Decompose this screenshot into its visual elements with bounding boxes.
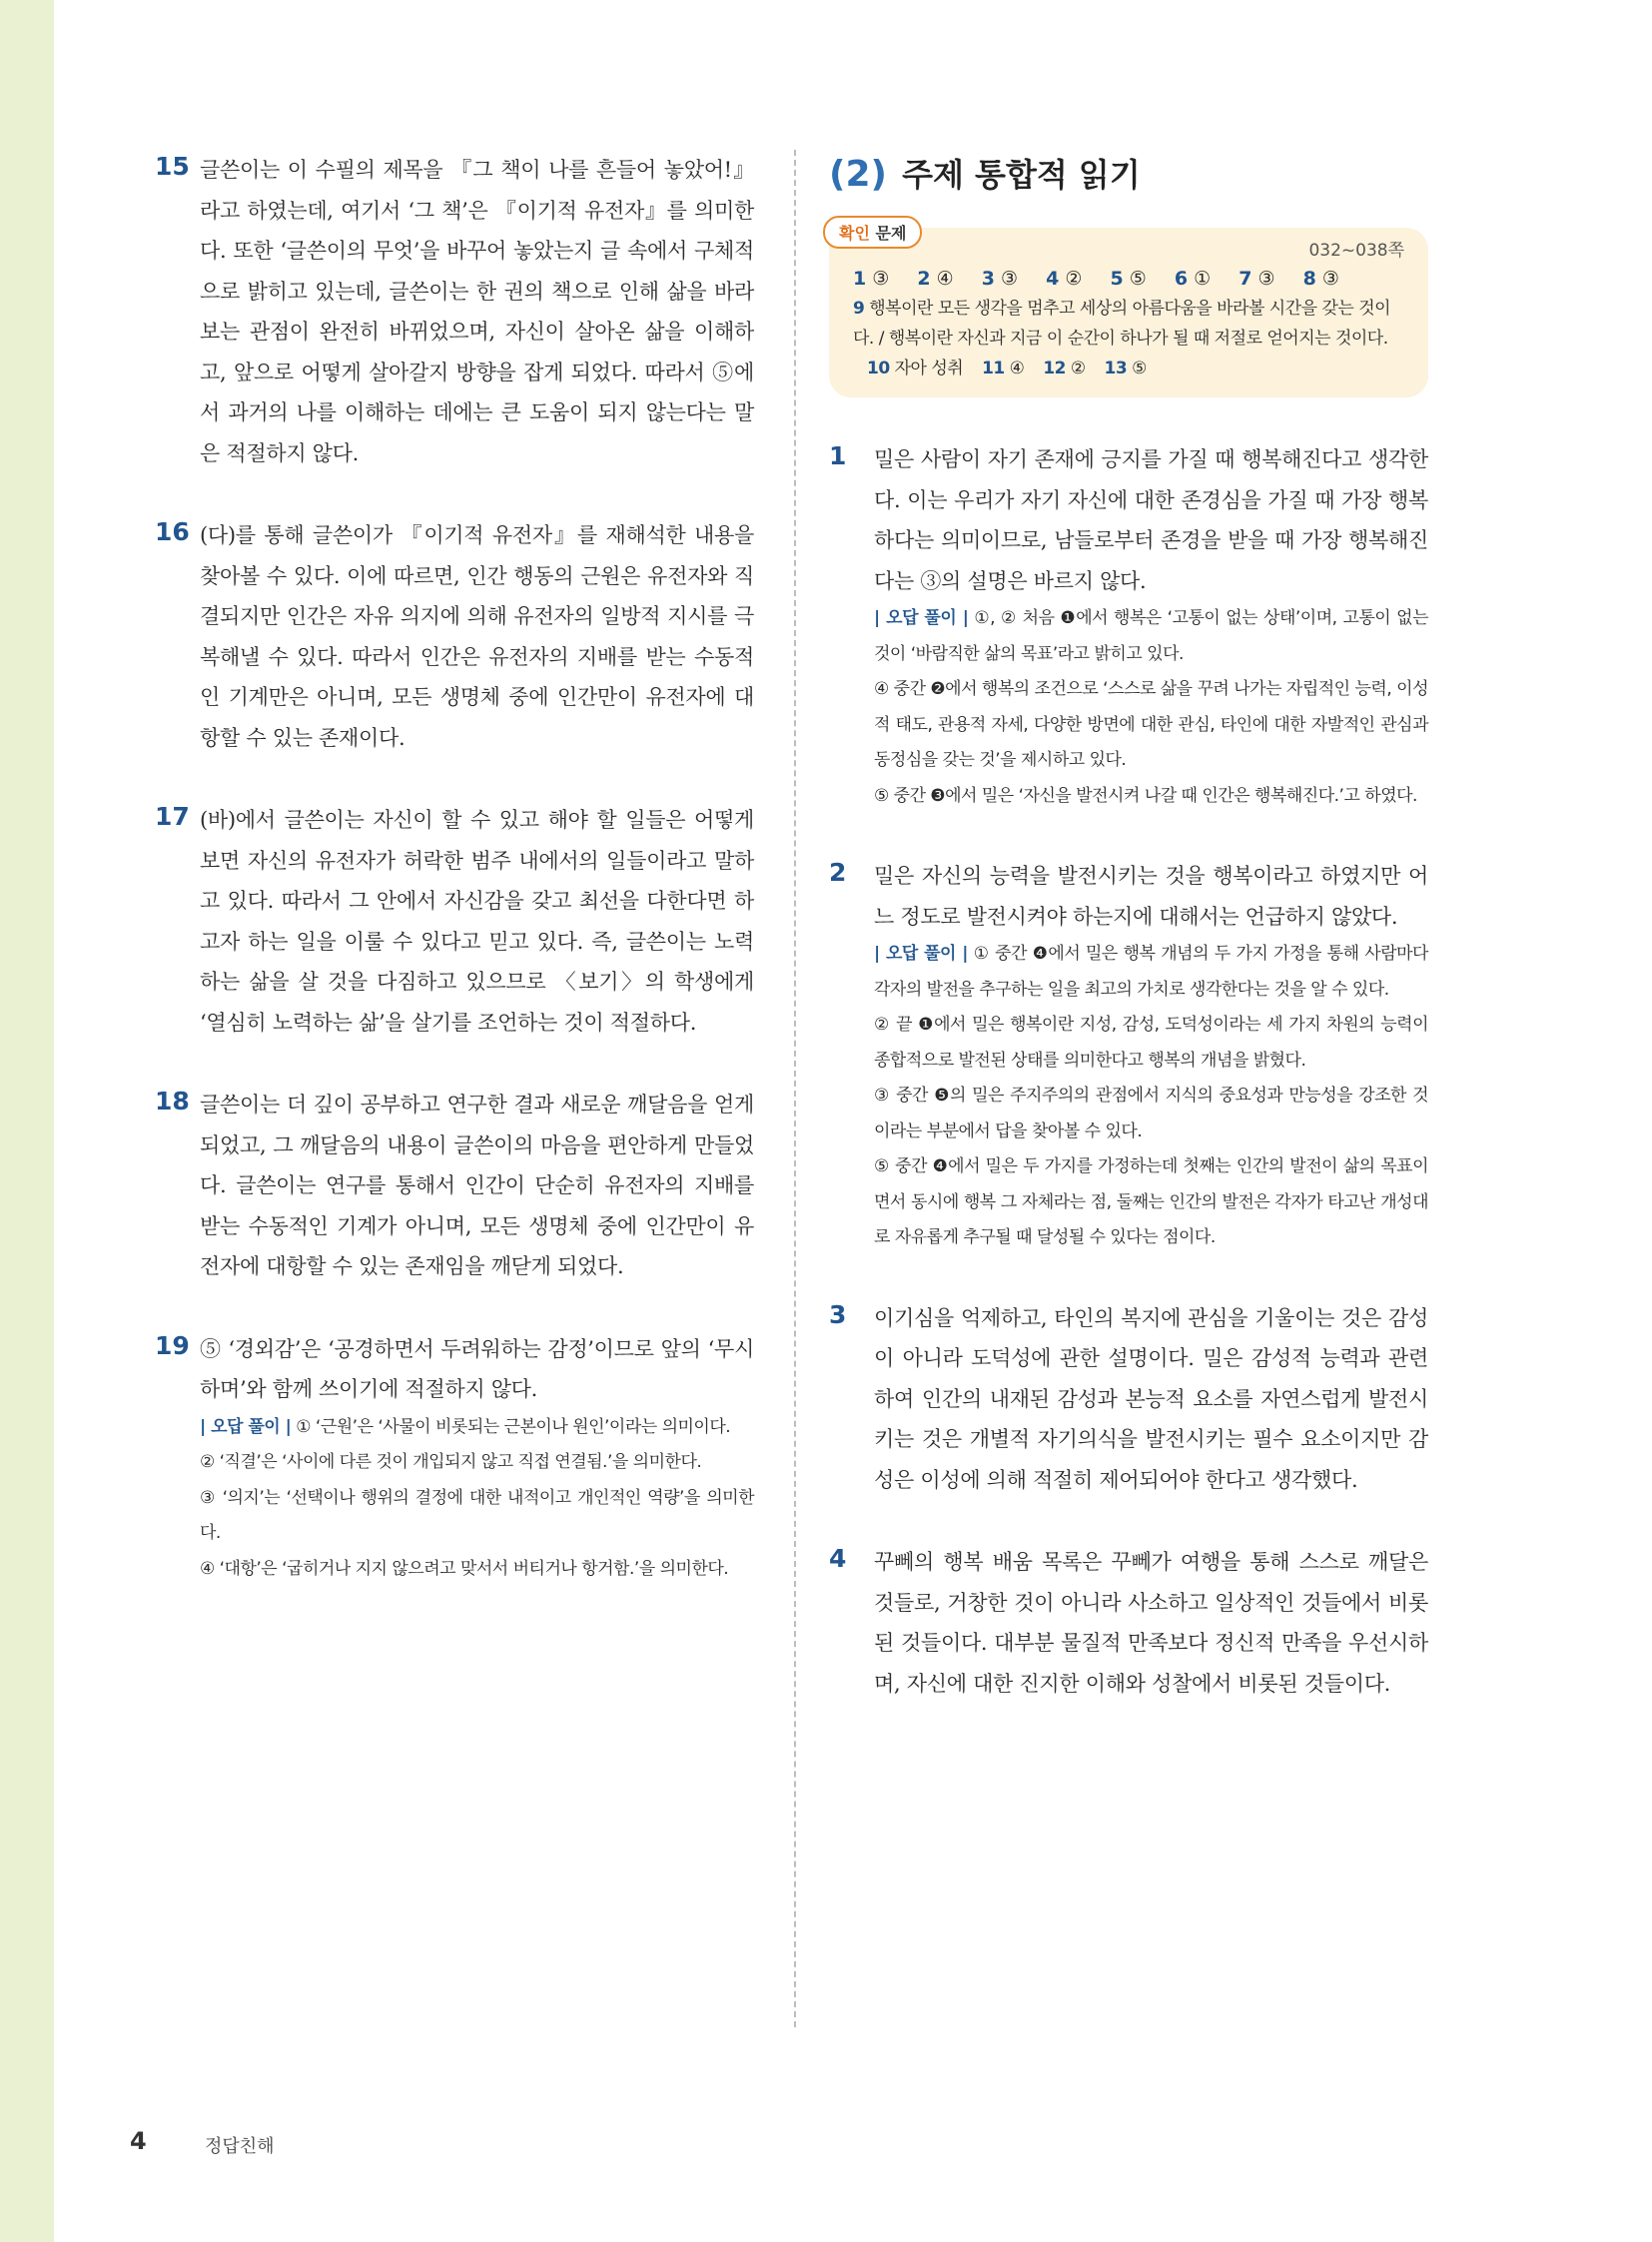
answer-item <box>1303 268 1339 290</box>
answer-item <box>1111 268 1147 290</box>
left-column <box>155 150 754 1587</box>
answer-2 <box>829 856 1428 1256</box>
section-title <box>829 150 1428 200</box>
answer-17 <box>155 800 754 1043</box>
answer-val: ④ <box>936 268 954 290</box>
answer-val: ③ <box>1001 268 1019 290</box>
answer-val: ⑤ <box>1129 268 1147 290</box>
wrong-answer-note <box>200 1410 754 1446</box>
answer-num: 1 <box>853 268 867 290</box>
answer-num: 5 <box>1110 268 1124 290</box>
answer-15 <box>155 150 754 473</box>
answer-num: 3 <box>981 268 995 290</box>
explanation-text: ⑤ ‘경외감’은 ‘공경하면서 두려워하는 감정’이므로 앞의 ‘무시하며’와 함께 쓰이기에 적절하지 않다. <box>200 1336 754 1401</box>
answer-num: 9 <box>853 299 865 319</box>
side-color-strip <box>0 0 54 2242</box>
answer-val: ④ <box>1009 359 1025 378</box>
note-line: ① ‘근원’은 ‘사물이 비롯되는 근본이나 원인’이라는 의미이다. <box>296 1416 731 1437</box>
explanation-text: 이기심을 억제하고, 타인의 복지에 관심을 기울이는 것은 감성이 아니라 도덕성에 관한 설명이다. 밀은 감성적 능력과 관련하여 인간의 내재된 감성과 본능적 요소를 자연스럽게 발전시키는 것은 개별적 자기의식을 발전시키는 필수 요소이지만 감성은 이성에 의해 적절히 제어되어야 한다고 생각했다. <box>874 1305 1428 1492</box>
answer-item <box>982 268 1018 290</box>
explanation-text: (다)를 통해 글쓴이가 『이기적 유전자』를 재해석한 내용을 찾아볼 수 있다. 이에 따르면, 인간 행동의 근원은 유전자와 직결되지만 인간은 자유 의지에 의해 유전자의 일방적 지시를 극복해낼 수 있다. 따라서 인간은 유전자의 지배를 받는 수동적인 기계만은 아니며, 모든 생명체 중에 인간만이 유전자에 대항할 수 있는 존재이다. <box>200 523 754 750</box>
note-line: ③ ‘의지’는 ‘선택이나 행위의 결정에 대한 내적이고 개인적인 역량’을 의미한다. <box>200 1487 754 1543</box>
question-number: 18 <box>155 1087 190 1116</box>
answer-key-tag <box>823 216 922 249</box>
page-range: 032~038쪽 <box>1308 241 1404 261</box>
answer-item <box>1175 268 1211 290</box>
answer-key-row <box>853 264 1404 294</box>
answer-item <box>1239 268 1274 290</box>
note-line: ② ‘직결’은 ‘사이에 다른 것이 개입되지 않고 직접 연결됨.’을 의미한다. <box>200 1452 702 1472</box>
answer-val: ② <box>1065 268 1083 290</box>
answer-val: ⑤ <box>1132 359 1147 378</box>
answer-val: ③ <box>1257 268 1275 290</box>
question-number: 16 <box>155 517 190 546</box>
note-tag: | 오답 풀이 | <box>200 1416 292 1437</box>
answer-key-box <box>829 224 1428 397</box>
tag-confirm: 확인 <box>839 224 870 243</box>
explanation-text: 꾸뻬의 행복 배움 목록은 꾸뻬가 여행을 통해 스스로 깨달은 것들로, 거창한 것이 아니라 사소하고 일상적인 것들에서 비롯된 것들이다. 대부분 물질적 만족보다 정신적 만족을 우선시하며, 자신에 대한 진지한 이해와 성찰에서 비롯된 것들이다. <box>874 1550 1428 1696</box>
explanation-text: 글쓴이는 이 수필의 제목을 『그 책이 나를 흔들어 놓았어!』라고 하였는데, 여기서 ‘그 책’은 『이기적 유전자』를 의미한다. 또한 ‘글쓴이의 무엇’을 바꾸어 놓았는지 글 속에서 구체적으로 밝히고 있는데, 글쓴이는 한 권의 책으로 인해 삶을 바라보는 관점이 완전히 바뀌었으며, 자신이 살아온 삶을 이해하고, 앞으로 어떻게 살아갈지 방향을 잡게 되었다. 따라서 ⑤에서 과거의 나를 이해하는 데에는 큰 도움이 되지 않는다는 말은 적절하지 않다. <box>200 158 754 465</box>
right-column <box>829 150 1428 1704</box>
answer-val: ① <box>1194 268 1212 290</box>
explanation-text: 밀은 사람이 자기 존재에 긍지를 가질 때 행복해진다고 생각한다. 이는 우리가 자기 자신에 대한 존경심을 가질 때 가장 행복하다는 의미이므로, 남들로부터 존경을 받을 때 가장 행복해진다는 ③의 설명은 바르지 않다. <box>874 447 1428 593</box>
footer-label: 정답친해 <box>205 2136 275 2157</box>
question-number: 4 <box>829 1544 847 1573</box>
explanation-text: (바)에서 글쓴이는 자신이 할 수 있고 해야 할 일들은 어떻게 보면 자신의 유전자가 허락한 범주 내에서의 일들이라고 말하고 있다. 따라서 그 안에서 자신감을 갖고 최선을 다한다면 하고자 하는 일을 이룰 수 있다고 믿고 있다. 즉, 글쓴이는 노력하는 삶을 살 것을 다짐하고 있으므로 〈보기〉의 학생에게 ‘열심히 노력하는 삶’을 살기를 조언하는 것이 적절하다. <box>200 808 754 1035</box>
answer-key-q9 <box>853 294 1404 383</box>
question-number: 3 <box>829 1299 847 1329</box>
answer-item <box>1046 268 1082 290</box>
note-line: ③ 중간 ❺의 밀은 주지주의의 관점에서 지식의 중요성과 만능성을 강조한 것이라는 부분에서 답을 찾아볼 수 있다. <box>874 1086 1428 1141</box>
answer-val: ③ <box>1321 268 1339 290</box>
answer-num: 4 <box>1046 268 1060 290</box>
answer-val: ③ <box>872 268 890 290</box>
note-line: ⑤ 중간 ❸에서 밀은 ‘자신을 발전시켜 나갈 때 인간은 행복해진다.’고 하였다. <box>874 785 1417 806</box>
note-line: ④ 중간 ❷에서 행복의 조건으로 ‘스스로 삶을 꾸려 나가는 자립적인 능력, 이성적 태도, 관용적 자세, 다양한 방면에 대한 관심, 타인에 대한 자발적인 관심과 동정심을 갖는 것’을 제시하고 있다. <box>874 679 1428 770</box>
answer-4 <box>829 1542 1428 1704</box>
wrong-answer-note <box>874 937 1428 1008</box>
note-tag: | 오답 풀이 | <box>874 608 969 628</box>
answer-16 <box>155 515 754 758</box>
note-line: ④ ‘대항’은 ‘굽히거나 지지 않으려고 맞서서 버티거나 항거함.’을 의미한다. <box>200 1558 729 1579</box>
question-number: 15 <box>155 152 190 181</box>
answer-1 <box>829 439 1428 814</box>
question-number: 2 <box>829 858 847 887</box>
answer-val: 자아 성취 <box>894 359 964 378</box>
question-number: 17 <box>155 802 190 831</box>
question-number: 1 <box>829 441 847 470</box>
note-tag: | 오답 풀이 | <box>874 944 968 964</box>
answer-num: 6 <box>1174 268 1189 290</box>
answer-num: 10 <box>867 359 890 378</box>
answer-num: 2 <box>917 268 931 290</box>
note-line: ⑤ 중간 ❹에서 밀은 두 가지를 가정하는데 첫째는 인간의 발전이 삶의 목표이면서 동시에 행복 그 자체라는 점, 둘째는 인간의 발전은 각자가 타고난 개성대로 자유롭게 추구될 때 달성될 수 있다는 점이다. <box>874 1156 1428 1247</box>
answer-val: 행복이란 모든 생각을 멈추고 세상의 아름다움을 바라볼 시간을 갖는 것이다. / 행복이란 자신과 지금 이 순간이 하나가 될 때 저절로 얻어지는 것이다. <box>853 299 1391 349</box>
section-heading: 주제 통합적 읽기 <box>902 156 1141 194</box>
answer-num: 7 <box>1239 268 1252 290</box>
note-line: ② 끝 ❶에서 밀은 행복이란 지성, 감성, 도덕성이라는 세 가지 차원의 능력이 종합적으로 발전된 상태를 의미한다고 행복의 개념을 밝혔다. <box>874 1015 1428 1071</box>
answer-item <box>917 268 953 290</box>
tag-problem: 문제 <box>875 224 907 243</box>
answer-val: ② <box>1070 359 1086 378</box>
question-number: 19 <box>155 1330 190 1360</box>
answer-num: 8 <box>1302 268 1316 290</box>
section-number: (2) <box>829 154 887 195</box>
answer-item <box>853 268 889 290</box>
answer-18 <box>155 1085 754 1287</box>
answer-3 <box>829 1298 1428 1501</box>
explanation-text: 밀은 자신의 능력을 발전시키는 것을 행복이라고 하였지만 어느 정도로 발전시켜야 하는지에 대해서는 언급하지 않았다. <box>874 864 1428 929</box>
answer-num: 12 <box>1043 359 1066 378</box>
note-line: ①, ② 처음 ❶에서 행복은 ‘고통이 없는 상태’이며, 고통이 없는 것이 ‘바람직한 삶의 목표’라고 밝히고 있다. <box>874 608 1428 664</box>
answer-num: 11 <box>982 359 1005 378</box>
note-line: ① 중간 ❹에서 밀은 행복 개념의 두 가지 가정을 통해 사람마다 각자의 발전을 추구하는 일을 최고의 가치로 생각한다는 것을 알 수 있다. <box>874 944 1428 1000</box>
answer-num: 13 <box>1104 359 1128 378</box>
explanation-text: 글쓴이는 더 깊이 공부하고 연구한 결과 새로운 깨달음을 얻게 되었고, 그 깨달음의 내용이 글쓴이의 마음을 편안하게 만들었다. 글쓴이는 연구를 통해서 인간이 단순히 유전자의 지배를 받는 수동적인 기계가 아니며, 모든 생명체 중에 인간만이 유전자에 대항할 수 있는 존재임을 깨닫게 되었다. <box>200 1093 754 1278</box>
page-number: 4 <box>130 2127 147 2155</box>
column-divider <box>794 150 796 2027</box>
wrong-answer-note <box>874 601 1428 672</box>
answer-19 <box>155 1329 754 1588</box>
